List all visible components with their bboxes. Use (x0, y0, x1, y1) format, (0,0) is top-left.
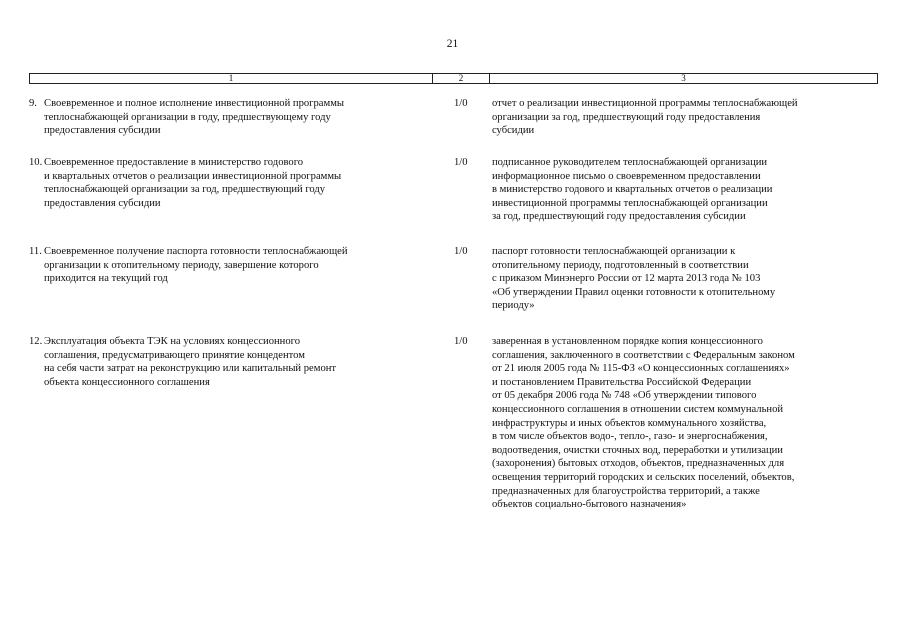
document-text: отчет о реализации инвестиционной программы теплоснабжающей организации за год, предшествующий году предоставления субсидии (492, 98, 798, 137)
criterion-text: Своевременное предоставление в министерство годового и квартальных отчетов о реализации инвестиционной программы теплоснабжающей организации за год, предшествующий году предоставления субсидии (44, 157, 342, 209)
score-value: 1/0 (454, 246, 468, 257)
document-text: заверенная в установленном порядке копия концессионного соглашения, заключенного в соответствии с Федеральным законом от 21 июля 2005 года № 115-ФЗ «О концессионных соглашениях» и постановлением Правительства Российской Федерации от 05 декабря 2006 года № 748 «Об утверждении типового концессионного соглашения в отношении систем коммунальной инфраструктуры и иных объектов коммунального хозяйства, в том числе объектов водо-, тепло-, газо- и энергоснабжения, водоотведения, очистки сточных вод, переработки и утилизации (захоронения) бытовых отходов, объектов, предназначенных для освещения территорий городских и сельских поселений, объектов, предназначенных для благоустройства территорий, а также объектов социально-бытового назначения» (492, 336, 795, 511)
header-col-1: 1 (30, 74, 433, 83)
criterion-text: Своевременное и полное исполнение инвестиционной программы теплоснабжающей организации в году, предшествующему году предоставления субсидии (44, 98, 345, 137)
header-col-2: 2 (433, 74, 490, 83)
criterion-text: Эксплуатация объекта ТЭК на условиях концессионного соглашения, предусматривающего принятие концедентом на себя части затрат на реконструкцию или капитальный ремонт объекта концессионного соглашения (44, 336, 337, 388)
score-value: 1/0 (454, 98, 468, 109)
document-text: подписанное руководителем теплоснабжающей организации информационное письмо о своевременном предоставлении в министерство годового и квартальных отчетов о реализации инвестиционной программы теплоснабжающей организации за год, предшествующий году предоставления субсидии (492, 157, 773, 223)
row-number: 12. (29, 336, 43, 347)
header-col-3: 3 (681, 73, 686, 83)
score-value: 1/0 (454, 336, 468, 347)
row-number: 9. (29, 98, 37, 109)
score-value: 1/0 (454, 157, 468, 168)
table-header-row (29, 73, 878, 84)
row-number: 10. (29, 157, 43, 168)
row-number: 11. (29, 246, 42, 257)
document-text: паспорт готовности теплоснабжающей организации к отопительному периоду, подготовленный в соответствии с приказом Минэнерго России от 12 марта 2013 года № 103 «Об утверждении Правил оценки готовности к отопительному периоду» (492, 246, 776, 312)
criterion-text: Своевременное получение паспорта готовности теплоснабжающей организации к отопительному периоду, завершение которого приходится на текущий год (44, 246, 348, 285)
page-number: 21 (446, 38, 459, 50)
